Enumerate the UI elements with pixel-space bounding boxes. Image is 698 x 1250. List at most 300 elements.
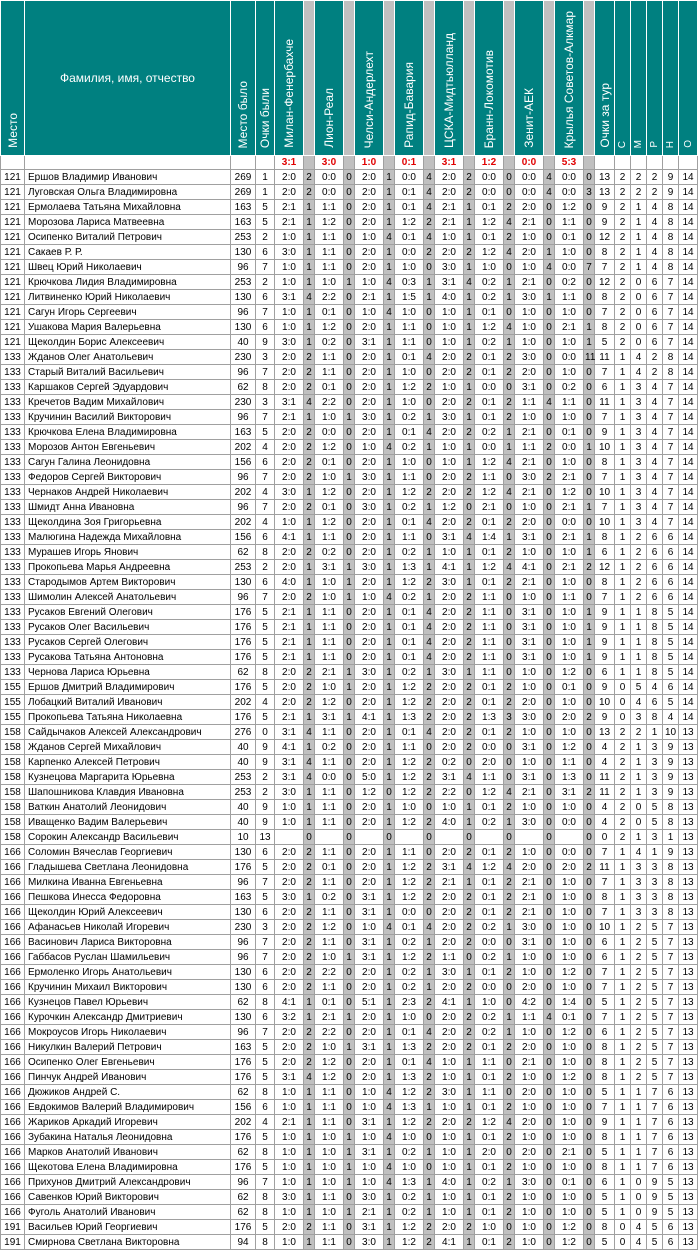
table-cell: 1:0 bbox=[275, 800, 304, 815]
table-cell: 3:0 bbox=[515, 350, 544, 365]
table-cell: 9 bbox=[595, 680, 615, 695]
table-cell: 2:0 bbox=[555, 860, 584, 875]
table-cell: 4 bbox=[647, 680, 663, 695]
table-cell: 5:0 bbox=[355, 770, 384, 785]
table-cell: 0 bbox=[344, 1190, 355, 1205]
table-cell: 133 bbox=[1, 620, 25, 635]
table-cell: 1:2 bbox=[555, 1220, 584, 1235]
table-cell: 2:1 bbox=[435, 200, 464, 215]
table-row bbox=[1, 725, 698, 740]
table-cell: 8 bbox=[595, 890, 615, 905]
table-cell: 0 bbox=[584, 800, 595, 815]
table-cell: 5 bbox=[647, 1025, 663, 1040]
table-cell: 5 bbox=[647, 935, 663, 950]
table-cell: 8 bbox=[663, 365, 679, 380]
table-cell bbox=[435, 830, 464, 845]
table-cell: 0 bbox=[544, 425, 555, 440]
table-cell: 4 bbox=[544, 395, 555, 410]
table-cell: 10 bbox=[595, 695, 615, 710]
table-cell: 2:1 bbox=[275, 650, 304, 665]
table-row bbox=[1, 200, 698, 215]
table-cell: 163 bbox=[231, 200, 256, 215]
table-cell: 8 bbox=[663, 890, 679, 905]
table-cell: 6 bbox=[256, 905, 275, 920]
table-cell: 2 bbox=[504, 875, 515, 890]
table-cell: 6 bbox=[256, 965, 275, 980]
table-cell: 0 bbox=[424, 455, 435, 470]
table-cell: 2:2 bbox=[435, 785, 464, 800]
table-cell: 1:0 bbox=[355, 275, 384, 290]
table-cell: 1:0 bbox=[555, 545, 584, 560]
table-cell: 3:0 bbox=[515, 290, 544, 305]
table-cell: 121 bbox=[1, 170, 25, 185]
table-cell: 2:0 bbox=[355, 845, 384, 860]
table-cell: 1:0 bbox=[275, 1205, 304, 1220]
table-cell: 1 bbox=[344, 1160, 355, 1175]
participant-name: Карпенко Алексей Петрович bbox=[25, 755, 231, 770]
participant-name: Русаков Евгений Олегович bbox=[25, 605, 231, 620]
table-cell: 0 bbox=[344, 1115, 355, 1130]
table-cell: 9 bbox=[595, 425, 615, 440]
table-cell: 4 bbox=[464, 770, 475, 785]
table-cell: 0 bbox=[584, 725, 595, 740]
table-cell: 0 bbox=[344, 200, 355, 215]
table-cell: 1 bbox=[464, 290, 475, 305]
participant-name: Прихунов Дмитрий Александрович bbox=[25, 1175, 231, 1190]
table-cell: 166 bbox=[1, 845, 25, 860]
table-cell: 7 bbox=[663, 485, 679, 500]
table-cell: 1:1 bbox=[515, 440, 544, 455]
table-cell: 2:3 bbox=[395, 995, 424, 1010]
table-cell: 1:2 bbox=[315, 920, 344, 935]
table-cell: 1 bbox=[304, 605, 315, 620]
table-cell: 2:0 bbox=[275, 920, 304, 935]
table-cell: 1:0 bbox=[275, 230, 304, 245]
table-cell: 0 bbox=[584, 845, 595, 860]
table-cell: 0:1 bbox=[475, 1235, 504, 1250]
table-cell: 1:2 bbox=[435, 500, 464, 515]
table-cell: 2:0 bbox=[435, 1115, 464, 1130]
table-cell: 0:2 bbox=[395, 935, 424, 950]
table-cell: 13 bbox=[679, 1190, 698, 1205]
table-cell: 3 bbox=[631, 485, 647, 500]
table-cell: 7 bbox=[595, 905, 615, 920]
table-cell: 1:0 bbox=[515, 260, 544, 275]
table-cell: 2:0 bbox=[275, 1055, 304, 1070]
table-cell: 0 bbox=[344, 1220, 355, 1235]
table-cell: 8 bbox=[663, 875, 679, 890]
table-cell: 2 bbox=[424, 1040, 435, 1055]
table-cell: 1 bbox=[464, 410, 475, 425]
table-cell: 166 bbox=[1, 935, 25, 950]
table-cell: 0 bbox=[504, 980, 515, 995]
table-cell: 1 bbox=[384, 1055, 395, 1070]
table-cell: 9 bbox=[595, 605, 615, 620]
table-cell: 1 bbox=[631, 245, 647, 260]
table-cell: 4:1 bbox=[275, 740, 304, 755]
table-row bbox=[1, 1175, 698, 1190]
table-cell: 1:0 bbox=[435, 455, 464, 470]
table-cell: 13 bbox=[679, 1160, 698, 1175]
table-cell: 2:0 bbox=[355, 800, 384, 815]
table-cell: 0 bbox=[544, 1100, 555, 1115]
table-cell: 0 bbox=[344, 1055, 355, 1070]
table-cell: 6 bbox=[595, 935, 615, 950]
table-cell: 2:0 bbox=[275, 545, 304, 560]
table-cell: 0 bbox=[424, 365, 435, 380]
table-cell: 1:0 bbox=[515, 230, 544, 245]
table-cell: 121 bbox=[1, 245, 25, 260]
table-cell: 0:2 bbox=[475, 950, 504, 965]
table-cell: 2 bbox=[424, 995, 435, 1010]
table-cell: 62 bbox=[231, 1190, 256, 1205]
table-cell: 4 bbox=[647, 245, 663, 260]
table-cell: 2:0 bbox=[355, 1010, 384, 1025]
table-cell: 4 bbox=[384, 1160, 395, 1175]
table-cell: 1:1 bbox=[315, 725, 344, 740]
table-cell: 2:2 bbox=[315, 1025, 344, 1040]
table-cell: 7 bbox=[663, 380, 679, 395]
table-cell: 0 bbox=[544, 605, 555, 620]
table-cell: 1 bbox=[504, 950, 515, 965]
table-cell: 2 bbox=[424, 575, 435, 590]
table-cell: 2:2 bbox=[315, 395, 344, 410]
table-cell: 0 bbox=[631, 335, 647, 350]
table-cell: 4 bbox=[647, 395, 663, 410]
table-cell: 2:0 bbox=[435, 170, 464, 185]
participant-name: Кручинин Михаил Викторович bbox=[25, 980, 231, 995]
table-cell: 2:0 bbox=[515, 365, 544, 380]
table-cell: 1:0 bbox=[355, 305, 384, 320]
table-cell: 0 bbox=[544, 710, 555, 725]
table-cell: 2:0 bbox=[515, 980, 544, 995]
table-cell: 2:0 bbox=[515, 1085, 544, 1100]
table-cell: 6 bbox=[663, 1220, 679, 1235]
table-cell: 0 bbox=[584, 365, 595, 380]
table-cell: 6 bbox=[256, 290, 275, 305]
table-cell: 7 bbox=[663, 305, 679, 320]
table-row bbox=[1, 710, 698, 725]
table-cell: 4 bbox=[424, 920, 435, 935]
table-cell: 2 bbox=[504, 230, 515, 245]
table-cell: 2:0 bbox=[355, 485, 384, 500]
table-cell: 2:0 bbox=[355, 875, 384, 890]
table-cell: 253 bbox=[231, 560, 256, 575]
table-cell: 7 bbox=[663, 965, 679, 980]
table-cell: 6 bbox=[647, 590, 663, 605]
table-cell: 1 bbox=[464, 260, 475, 275]
table-cell: 4:1 bbox=[275, 530, 304, 545]
table-cell: 2 bbox=[424, 860, 435, 875]
table-cell: 0 bbox=[504, 620, 515, 635]
table-cell: 4:1 bbox=[435, 995, 464, 1010]
table-cell: 1 bbox=[384, 935, 395, 950]
table-cell: 4 bbox=[544, 185, 555, 200]
table-cell: 1:2 bbox=[315, 515, 344, 530]
table-cell: 1:0 bbox=[355, 590, 384, 605]
table-cell: 0:1 bbox=[395, 650, 424, 665]
table-cell: 4 bbox=[544, 170, 555, 185]
table-cell: 5 bbox=[647, 995, 663, 1010]
table-cell: 1:1 bbox=[435, 950, 464, 965]
table-cell: 1:3 bbox=[475, 710, 504, 725]
table-cell: 1:3 bbox=[395, 1175, 424, 1190]
table-cell: 0 bbox=[344, 545, 355, 560]
table-cell: 5 bbox=[663, 1205, 679, 1220]
table-cell: 1:0 bbox=[395, 365, 424, 380]
table-cell: 1:1 bbox=[315, 620, 344, 635]
table-cell: 0 bbox=[504, 995, 515, 1010]
table-cell: 3 bbox=[256, 395, 275, 410]
participant-name: Малюгина Надежда Михайловна bbox=[25, 530, 231, 545]
table-cell: 3 bbox=[647, 860, 663, 875]
table-cell: 1:0 bbox=[555, 455, 584, 470]
table-cell: 14 bbox=[679, 485, 698, 500]
table-cell: 6 bbox=[256, 845, 275, 860]
table-cell: 130 bbox=[231, 965, 256, 980]
table-cell: 4 bbox=[424, 230, 435, 245]
table-cell: 1 bbox=[424, 410, 435, 425]
table-cell: 3:0 bbox=[355, 1235, 384, 1250]
table-cell: 5 bbox=[647, 815, 663, 830]
table-cell: 2 bbox=[631, 950, 647, 965]
table-cell: 269 bbox=[231, 185, 256, 200]
table-cell: 5 bbox=[663, 695, 679, 710]
table-cell: 7 bbox=[595, 500, 615, 515]
table-cell: 8 bbox=[256, 995, 275, 1010]
table-cell: 2 bbox=[504, 1040, 515, 1055]
table-cell: 4 bbox=[504, 785, 515, 800]
table-cell: 8 bbox=[256, 1205, 275, 1220]
table-cell: 1 bbox=[615, 560, 631, 575]
table-cell: 4 bbox=[647, 380, 663, 395]
table-cell: 2 bbox=[424, 875, 435, 890]
table-cell: 121 bbox=[1, 200, 25, 215]
table-cell: 1 bbox=[344, 1040, 355, 1055]
table-cell: 13 bbox=[679, 965, 698, 980]
table-cell: 1 bbox=[304, 1160, 315, 1175]
table-cell: 1 bbox=[384, 470, 395, 485]
table-cell: 1 bbox=[584, 500, 595, 515]
table-cell: 2:1 bbox=[355, 1205, 384, 1220]
table-cell: 2 bbox=[464, 485, 475, 500]
table-cell: 4 bbox=[304, 725, 315, 740]
table-cell: 1 bbox=[344, 410, 355, 425]
table-cell: 1:0 bbox=[555, 635, 584, 650]
table-cell: 0 bbox=[464, 830, 475, 845]
table-cell: 1 bbox=[615, 545, 631, 560]
table-cell: 1:0 bbox=[275, 1085, 304, 1100]
table-cell: 2:0 bbox=[355, 395, 384, 410]
table-cell: 1:1 bbox=[315, 1115, 344, 1130]
table-cell: 1:2 bbox=[395, 1085, 424, 1100]
table-cell: 0:0 bbox=[515, 185, 544, 200]
table-cell: 176 bbox=[231, 860, 256, 875]
table-cell: 1 bbox=[304, 650, 315, 665]
table-cell: 0:2 bbox=[475, 275, 504, 290]
table-cell: 2:0 bbox=[435, 425, 464, 440]
table-cell: 3:1 bbox=[275, 395, 304, 410]
table-cell: 1 bbox=[615, 875, 631, 890]
table-cell: 1 bbox=[615, 1025, 631, 1040]
table-cell: 0:2 bbox=[475, 1010, 504, 1025]
table-cell: 5 bbox=[663, 665, 679, 680]
table-cell: 253 bbox=[231, 785, 256, 800]
table-cell: 5 bbox=[256, 1160, 275, 1175]
table-cell: 1:0 bbox=[315, 950, 344, 965]
table-cell: 1:0 bbox=[435, 1205, 464, 1220]
table-cell: 4 bbox=[544, 1010, 555, 1025]
table-cell: 0:1 bbox=[475, 395, 504, 410]
table-cell: 5 bbox=[663, 605, 679, 620]
table-cell: 4 bbox=[384, 440, 395, 455]
table-cell: 133 bbox=[1, 410, 25, 425]
table-cell: 4 bbox=[256, 1115, 275, 1130]
table-cell: 0:0 bbox=[475, 740, 504, 755]
table-cell: 2:1 bbox=[275, 215, 304, 230]
table-cell: 1:3 bbox=[395, 560, 424, 575]
table-cell: 1:0 bbox=[395, 1010, 424, 1025]
table-cell: 4 bbox=[647, 260, 663, 275]
table-cell: 13 bbox=[679, 1115, 698, 1130]
table-cell: 0 bbox=[615, 1235, 631, 1250]
table-cell: 0:1 bbox=[475, 1040, 504, 1055]
table-cell: 2 bbox=[504, 725, 515, 740]
table-cell: 1 bbox=[344, 1205, 355, 1220]
table-cell: 1:0 bbox=[395, 1130, 424, 1145]
table-cell: 1 bbox=[504, 1175, 515, 1190]
table-cell: 0:2 bbox=[475, 920, 504, 935]
participant-name: Ермолаева Татьяна Михайловна bbox=[25, 200, 231, 215]
table-cell: 2 bbox=[631, 185, 647, 200]
col-match-3: Челси-Андерлехт bbox=[355, 1, 384, 156]
table-cell: 4 bbox=[384, 275, 395, 290]
table-cell: 1 bbox=[304, 740, 315, 755]
table-cell: 1 bbox=[304, 1205, 315, 1220]
table-cell: 2 bbox=[464, 710, 475, 725]
table-cell: 1 bbox=[464, 305, 475, 320]
table-cell: 1 bbox=[304, 275, 315, 290]
table-cell: 2 bbox=[304, 950, 315, 965]
table-cell: 0 bbox=[424, 395, 435, 410]
table-cell: 8 bbox=[595, 320, 615, 335]
table-cell: 2:0 bbox=[355, 380, 384, 395]
table-cell: 1:2 bbox=[475, 1115, 504, 1130]
table-cell: 6 bbox=[663, 680, 679, 695]
table-cell: 2 bbox=[504, 410, 515, 425]
table-cell: 176 bbox=[231, 620, 256, 635]
table-cell: 2:0 bbox=[355, 515, 384, 530]
table-cell: 5 bbox=[256, 1055, 275, 1070]
table-cell: 1 bbox=[631, 665, 647, 680]
table-cell: 9 bbox=[595, 635, 615, 650]
table-cell: 2 bbox=[464, 515, 475, 530]
table-cell: 5 bbox=[647, 1220, 663, 1235]
table-cell: 0 bbox=[584, 590, 595, 605]
table-cell: 1 bbox=[615, 890, 631, 905]
participant-name: Гладышева Светлана Леонидовна bbox=[25, 860, 231, 875]
table-cell: 2:0 bbox=[275, 875, 304, 890]
table-cell: 2 bbox=[631, 545, 647, 560]
table-row bbox=[1, 995, 698, 1010]
table-cell: 155 bbox=[1, 710, 25, 725]
table-cell: 0 bbox=[544, 1040, 555, 1055]
table-cell: 14 bbox=[679, 470, 698, 485]
table-cell: 2 bbox=[464, 245, 475, 260]
table-cell: 0:0 bbox=[475, 380, 504, 395]
table-cell: 2 bbox=[304, 695, 315, 710]
table-cell: 14 bbox=[679, 245, 698, 260]
table-cell: 1 bbox=[424, 560, 435, 575]
table-cell: 1:2 bbox=[315, 440, 344, 455]
table-cell: 3:1 bbox=[515, 740, 544, 755]
table-cell: 5 bbox=[256, 1070, 275, 1085]
table-row bbox=[1, 605, 698, 620]
table-cell: 2:0 bbox=[275, 1040, 304, 1055]
table-cell: 2:0 bbox=[355, 680, 384, 695]
table-cell: 2:1 bbox=[515, 1055, 544, 1070]
table-cell: 2:0 bbox=[355, 1025, 384, 1040]
table-row bbox=[1, 950, 698, 965]
table-cell: 1:0 bbox=[275, 1175, 304, 1190]
table-cell: 2 bbox=[631, 560, 647, 575]
table-cell: 7 bbox=[663, 440, 679, 455]
table-cell: 0:1 bbox=[395, 1055, 424, 1070]
table-cell: 8 bbox=[663, 200, 679, 215]
table-cell: 0 bbox=[584, 215, 595, 230]
table-cell: 1:0 bbox=[315, 1040, 344, 1055]
table-cell: 1 bbox=[631, 260, 647, 275]
table-cell: 0 bbox=[544, 215, 555, 230]
table-cell: 9 bbox=[595, 710, 615, 725]
table-cell: 4 bbox=[504, 560, 515, 575]
table-cell: 133 bbox=[1, 665, 25, 680]
table-cell: 1 bbox=[504, 920, 515, 935]
table-cell: 0:2 bbox=[475, 335, 504, 350]
participant-name: Кречетов Вадим Михайлович bbox=[25, 395, 231, 410]
table-cell: 1:2 bbox=[395, 1220, 424, 1235]
table-cell: 3 bbox=[647, 830, 663, 845]
table-cell: 1 bbox=[615, 1100, 631, 1115]
table-cell: 253 bbox=[231, 770, 256, 785]
table-cell: 2:0 bbox=[355, 215, 384, 230]
table-cell: 0:1 bbox=[475, 725, 504, 740]
table-cell: 0 bbox=[544, 860, 555, 875]
table-cell: 0 bbox=[595, 830, 615, 845]
table-cell: 0 bbox=[544, 740, 555, 755]
table-cell: 1 bbox=[615, 995, 631, 1010]
table-cell: 40 bbox=[231, 800, 256, 815]
table-cell: 8 bbox=[663, 800, 679, 815]
table-cell: 0 bbox=[504, 770, 515, 785]
table-cell: 1 bbox=[464, 1130, 475, 1145]
table-cell: 0 bbox=[344, 1070, 355, 1085]
table-row bbox=[1, 980, 698, 995]
table-cell: 176 bbox=[231, 1055, 256, 1070]
participant-name: Ершов Владимир Иванович bbox=[25, 170, 231, 185]
table-cell: 1:3 bbox=[395, 710, 424, 725]
table-cell: 14 bbox=[679, 230, 698, 245]
table-cell: 1:0 bbox=[515, 1100, 544, 1115]
table-cell: 1:0 bbox=[555, 365, 584, 380]
table-cell: 13 bbox=[679, 785, 698, 800]
table-cell: 2 bbox=[615, 290, 631, 305]
table-cell: 4:0 bbox=[275, 575, 304, 590]
table-cell: 13 bbox=[679, 1130, 698, 1145]
table-cell: 5 bbox=[256, 200, 275, 215]
table-cell: 0 bbox=[544, 350, 555, 365]
table-cell: 2 bbox=[424, 950, 435, 965]
